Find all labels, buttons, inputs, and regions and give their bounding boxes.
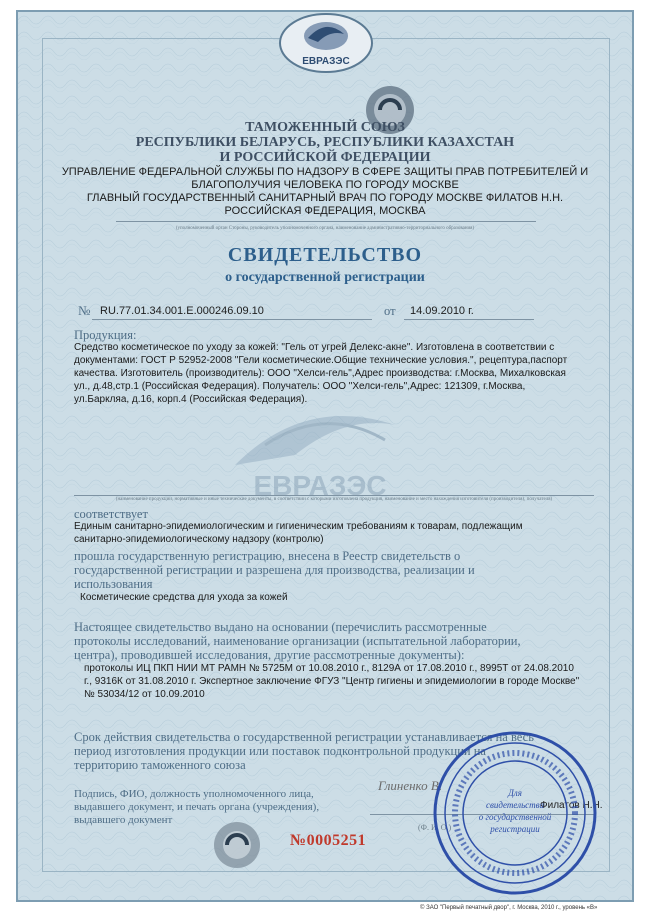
authority-line-2: БЛАГОПОЛУЧИЯ ЧЕЛОВЕКА ПО ГОРОДУ МОСКВЕ [191,179,459,191]
signature-label-line-3: выдавшего документ [74,814,173,826]
validity-line-1: Срок действия свидетельства о государственной регистрации устанавливается на весь [74,730,534,744]
union-title-line-2: РЕСПУБЛИКИ БЕЛАРУСЬ, РЕСПУБЛИКИ КАЗАХСТАН [135,135,515,150]
registration-date: 14.09.2010 г. [410,305,474,317]
handwritten-signature: Глиненко В. [378,778,443,793]
svg-text:свидетельства: свидетельства [485,800,545,810]
product-line-5: ул.Баркляа, д.16, корп.4 (Российская Федерация). [74,394,308,405]
certificate-subtitle: о государственной регистрации [225,270,425,285]
registered-value: Косметические средства для ухода за кожей [80,592,288,603]
certificate-title: СВИДЕТЕЛЬСТВО [227,244,423,266]
product-caption: (наименование продукции, нормативные и иные технические документы, в соответствии с которыми изготовлена продукция, наименование и место нахождения изготовителя (производителя), получателя) [115,497,553,502]
product-label: Продукция: [74,328,137,342]
signatory-name: Филатов Н.Н. [540,800,603,811]
product-line-1: Средство косметическое по уходу за кожей: "Гель от угрей Делекс-акне". Изготовлена в соответствии с [74,342,555,353]
basis-value-line-1: протоколы ИЦ ПКП НИИ МТ РАМН № 5725М от 10.08.2010 г., 8129А от 17.08.2010 г., 8995Т от 24.08.2010 [84,663,574,674]
registered-line-2: государственной регистрации и разрешена для производства, реализации и [74,563,475,577]
basis-line-3: центра), проводившей исследования, другие рассмотренные документы): [74,648,465,662]
number-underline [92,319,372,320]
basis-value-line-2: г., 9316К от 31.08.2010 г. Экспертное заключение ФГУЗ "Центр гигиены и эпидемиологии в городе Москве" [84,676,580,687]
signature-label-line-2: выдавшего документ, и печать органа (учреждения), [74,801,320,813]
basis-line-2: протоколы исследований, наименование организации (испытательной лаборатории, [74,634,521,648]
product-underline [74,495,594,496]
basis-line-1: Настоящее свидетельство выдано на основании (перечислить рассмотренные [74,620,487,634]
conformity-line-1: Единым санитарно-эпидемиологическим и гигиеническим требованиям к товарам, подлежащим [74,521,523,532]
authority-line-4: РОССИЙСКАЯ ФЕДЕРАЦИЯ, МОСКВА [224,205,426,217]
product-line-2: документами: ГОСТ Р 52952-2008 "Гели косметические.Общие технические условия.", рецептура,паспорт [74,355,568,366]
validity-line-3: территорию таможенного союза [74,758,246,772]
registered-line-1: прошла государственную регистрацию, внесена в Реестр свидетельств о [74,549,461,563]
conformity-line-2: санитарно-эпидемиологическому надзору (контролю) [74,534,324,545]
signature-label-line-1: Подпись, ФИО, должность уполномоченного лица, [74,788,314,800]
printer-footer: © ЗАО "Первый печатный двор", г. Москва, 2010 г., уровень «В» [420,905,598,911]
registration-number: RU.77.01.34.001.Е.000246.09.10 [100,305,264,317]
conformity-label: соответствует [74,507,148,521]
validity-line-2: период изготовления продукции или поставок подконтрольной продукции на [74,744,486,758]
union-title-line-3: И РОССИЙСКОЙ ФЕДЕРАЦИИ [219,150,431,165]
authority-line-1: УПРАВЛЕНИЕ ФЕДЕРАЛЬНОЙ СЛУЖБЫ ПО НАДЗОРУ В СФЕРЕ ЗАЩИТЫ ПРАВ ПОТРЕБИТЕЛЕЙ И [61,166,589,178]
authority-line-3: ГЛАВНЫЙ ГОСУДАРСТВЕННЫЙ САНИТАРНЫЙ ВРАЧ ПО ГОРОДУ МОСКВЕ ФИЛАТОВ Н.Н. [86,192,564,204]
svg-text:регистрации: регистрации [490,824,540,834]
authority-caption: (уполномоченный орган Стороны, руководитель уполномоченного органа, наименование административно-территориального образования) [175,226,475,231]
hologram-bottom-icon [212,820,262,870]
svg-text:Для: Для [508,788,522,798]
date-underline [404,319,534,320]
svg-text:ЕВРАЗЭС: ЕВРАЗЭС [253,470,387,501]
basis-value-line-3: № 53034/12 от 10.09.2010 [84,689,205,700]
serial-number: №0005251 [290,832,367,849]
authority-underline [116,221,536,222]
date-label: от [384,304,396,318]
eurasec-emblem-icon [278,12,374,74]
union-title-line-1: ТАМОЖЕННЫЙ СОЮЗ [245,120,405,135]
official-seal-stamp [430,728,600,898]
name-caption: (Ф. И. О.) [418,823,452,832]
number-label: № [78,303,91,318]
svg-text:о государственной: о государственной [478,812,552,822]
registered-line-3: использования [74,577,153,591]
product-line-4: ул., д.48,стр.1 (Российская Федерация). Получатель: ООО "Хелси-гель",Адрес: 121309, г.Москва, [74,381,526,392]
product-line-3: качества. Изготовитель (производитель): ООО "Хелси-гель",Адрес производства: г.Москва, Михалковская [74,368,566,379]
svg-text:ЕВРАЗЭС: ЕВРАЗЭС [302,56,350,67]
eurasec-watermark-icon [195,385,445,505]
